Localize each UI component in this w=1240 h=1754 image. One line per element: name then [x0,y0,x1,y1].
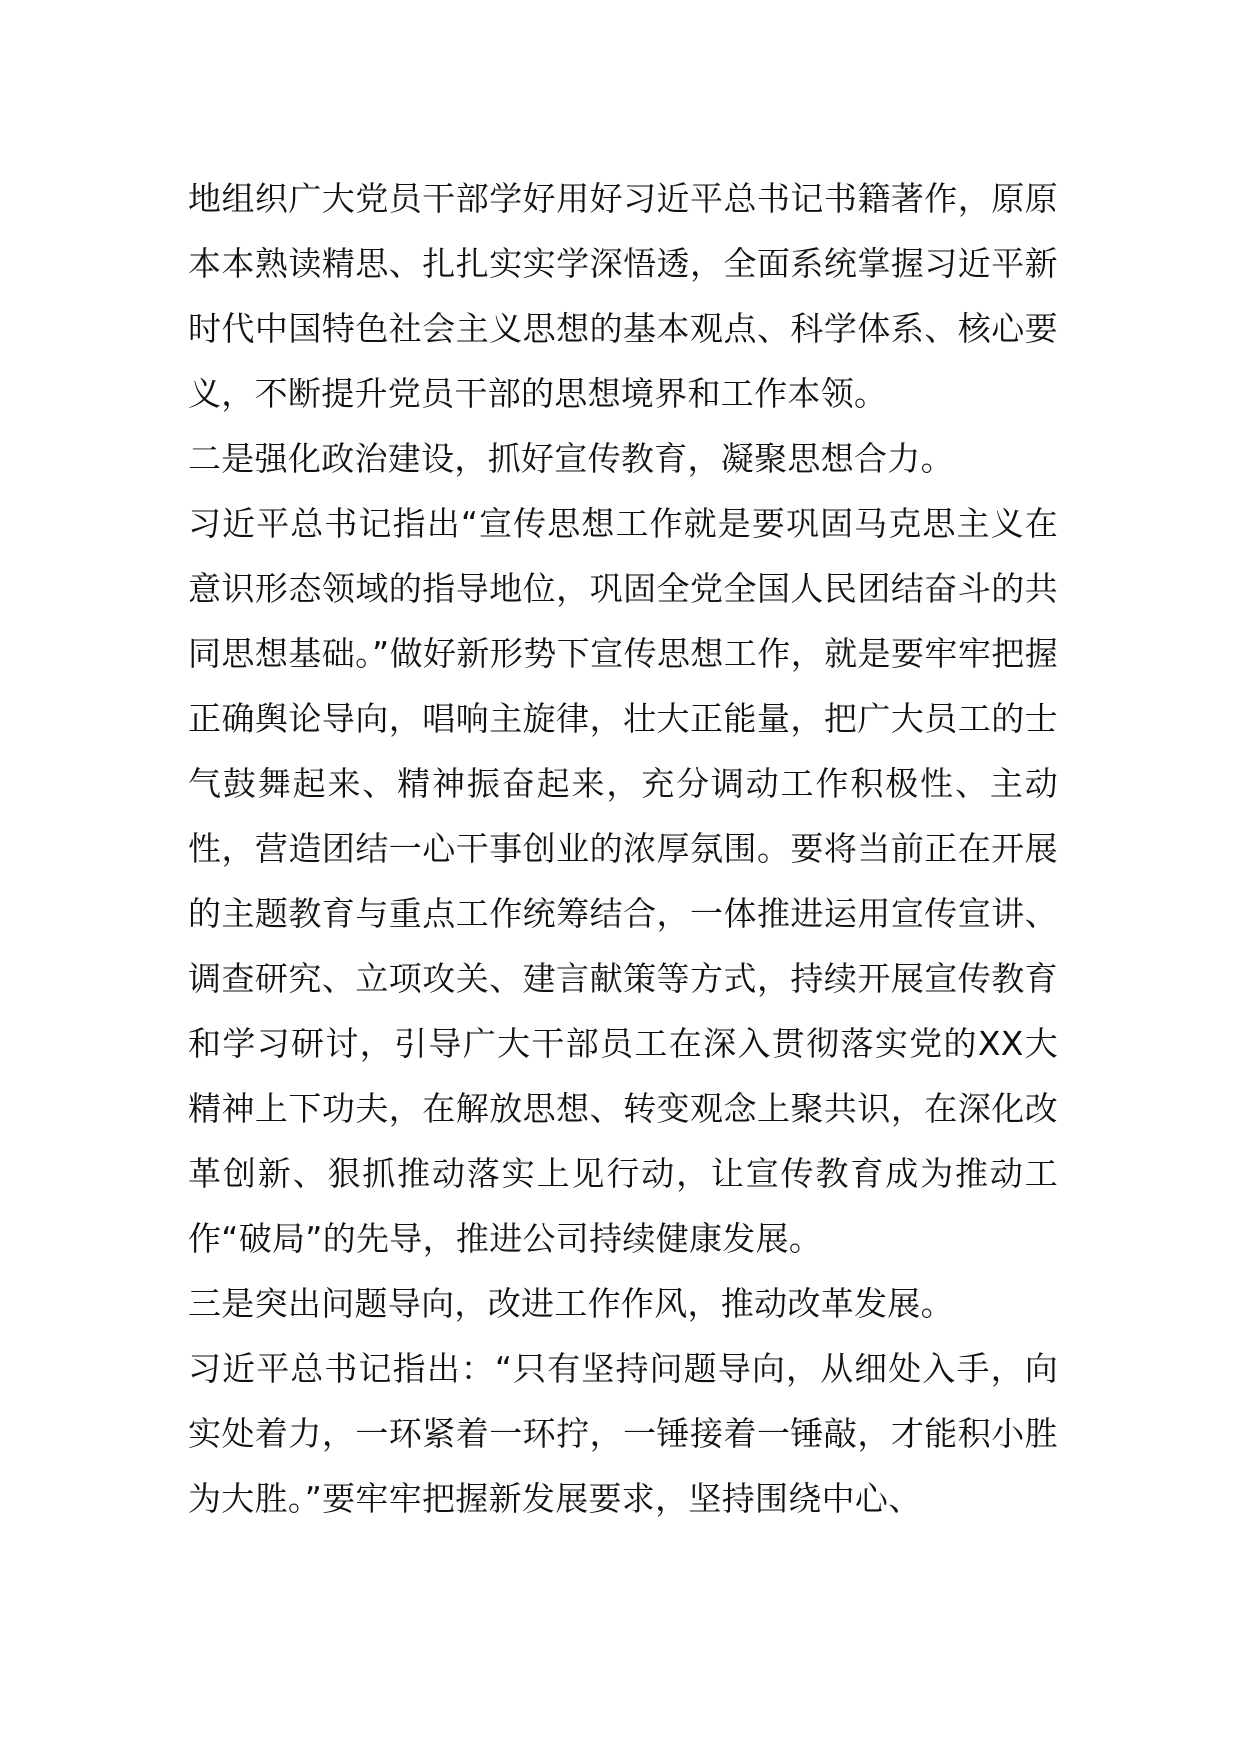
section-heading-3: 三是突出问题导向，改进工作作风，推动改革发展。 [188,1284,954,1323]
section-heading-2: 二是强化政治建设，抓好宣传教育，凝聚思想合力。 [188,439,954,478]
paragraph-continuation: 地组织广大党员干部学好用好习近平总书记书籍著作，原原本本熟读精思、扎扎实实学深悟透，全面系统掌握习近平新时代中国特色社会主义思想的基本观点、科学体系、核心要义，不断提升党员干部的思想境界和工作本领。 [188,179,1058,413]
paragraph-problem-orientation: 习近平总书记指出：“只有坚持问题导向，从细处入手，向实处着力，一环紧着一环拧，一锤接着一锤敲，才能积小胜为大胜。”要牢牢把握新发展要求，坚持围绕中心、 [188,1349,1058,1518]
document-body [188,166,1058,1531]
paragraph-propaganda: 习近平总书记指出“宣传思想工作就是要巩固马克思主义在意识形态领域的指导地位，巩固全党全国人民团结奋斗的共同思想基础。”做好新形势下宣传思想工作，就是要牢牢把握正确舆论导向，唱响主旋律，壮大正能量，把广大员工的士气鼓舞起来、精神振奋起来，充分调动工作积极性、主动性，营造团结一心干事创业的浓厚氛围。要将当前正在开展的主题教育与重点工作统筹结合，一体推进运用宣传宣讲、调查研究、立项攻关、建言献策等方式，持续开展宣传教育和学习研讨，引导广大干部员工在深入贯彻落实党的XX大精神上下功夫，在解放思想、转变观念上聚共识，在深化改革创新、狠抓推动落实上见行动，让宣传教育成为推动工作“破局”的先导，推进公司持续健康发展。 [188,504,1058,1258]
